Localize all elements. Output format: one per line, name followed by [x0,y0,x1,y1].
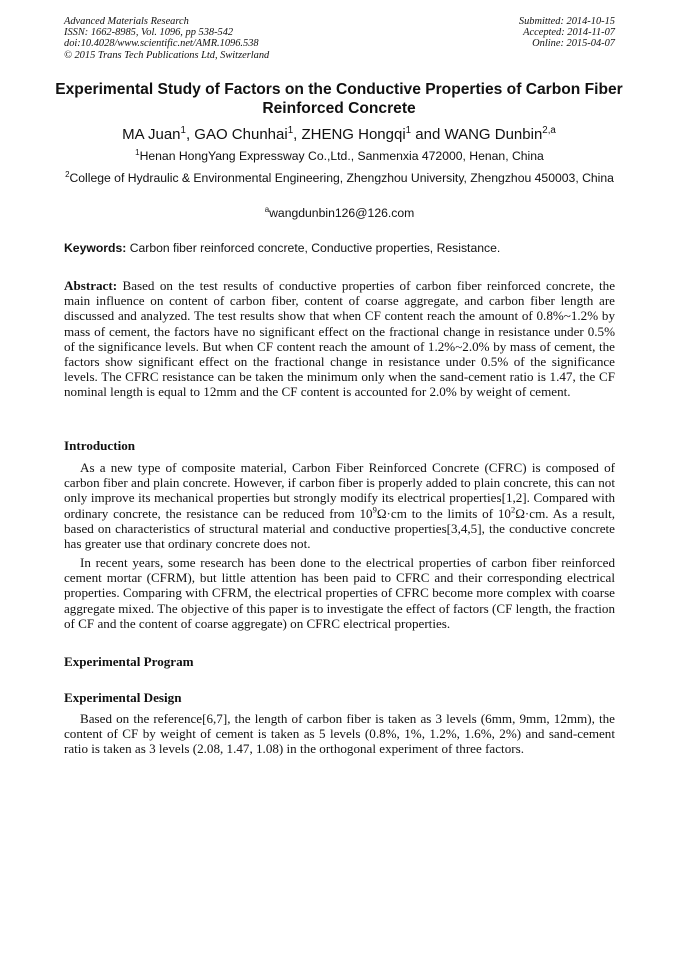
copyright-line: © 2015 Trans Tech Publications Ltd, Switzerland [64,49,270,61]
affiliation-text: College of Hydraulic & Environmental Engineering, Zhengzhou University, Zhengzhou 450003, China [69,171,614,185]
author-name: GAO Chunhai [194,126,288,143]
journal-header-right [519,16,615,50]
doi-line: doi:10.4028/www.scientific.net/AMR.1096.538 [64,38,259,50]
author-affiliation-mark: 1 [287,125,294,136]
design-paragraph-1: Based on the reference[6,7], the length of carbon fiber is taken as 3 levels (6mm, 9mm, 12mm), the content of CF by weight of cement is taken as 5 levels (0.8%, 1%, 1.2%, 1.6%, 2%) and sand-cement ratio is taken as 3 levels (2.08, 1.47, 1.08) in the orthogonal experiment of three factors. [64,711,615,757]
section-heading-experimental-design: Experimental Design [64,690,182,705]
affiliation-mark: a [264,204,270,214]
author-name: ZHENG Hongqi [301,126,406,143]
abstract-text: Based on the test results of conductive properties of carbon fiber reinforced concrete, the main influence on content of carbon fiber, content of coarse aggregate, and carbon fiber length are discussed and analyzed. The test results show that when CF content reach the amount of 0.8%~1.2% by mass of cement, the factors have no significant effect on the fractional change in resistance under 0.5% of the significance levels. But when CF content reach the amount of 1.2%~2.0% by mass of cement, the factors show significant effect on the fractional change in resistance under 0.5% of the significance levels. The CFRC resistance can be taken the minimum only when the sand-cement ratio is 1.47, the CF nominal length is equal to 12mm and the CF content is accounted for 2.0% by weight of cement. [64,278,616,400]
intro-paragraph-2: In recent years, some research has been done to the electrical properties of carbon fiber reinforced cement mortar (CFRM), but little attention has been paid to CFRC and their corresponding electrical properties. Comparing with CFRM, the electrical properties of CFRC become more complex with coarse aggregate mixed. The objective of this paper is to investigate the effect of factors (CF length, the fraction of CF and the content of coarse aggregate) on CFRC electrical properties. [64,555,615,631]
author-separator: , [185,126,195,143]
keywords-text: Carbon fiber reinforced concrete, Conductive properties, Resistance. [129,241,501,255]
section-heading-experimental-program: Experimental Program [64,654,194,669]
submitted-date: Submitted: 2014-10-15 [518,16,615,27]
intro-paragraph-1 [64,460,615,551]
abstract-label: Abstract: [64,278,118,293]
affiliation-2 [64,171,615,186]
exponent: 9 [372,504,377,515]
author-separator: and [411,126,445,143]
author-affiliation-mark: 1 [405,125,412,136]
affiliation-1 [64,149,615,164]
journal-name: Advanced Materials Research [64,16,189,27]
keywords [64,241,615,255]
author-name: MA Juan [122,126,181,143]
author-separator: , [293,126,302,143]
abstract [64,278,615,400]
author-email [64,206,615,221]
affiliation-text: Henan HongYang Expressway Co.,Ltd., Sanmenxia 472000, Henan, China [139,149,544,163]
affiliation-mark: 2 [65,169,70,179]
author-name: WANG Dunbin [444,126,543,143]
intro-p1-text-b: Ω·cm to the limits of 10 [376,505,511,521]
intro-p1-text-a: As a new type of composite material, Carbon Fiber Reinforced Concrete (CFRC) is composed of carbon fiber and plain concrete. However, if carbon fiber is properly added to plain concrete, this can not only improve its mechanical properties but strongly modify its electrical properties[1,2]. Compared with ordinary concrete, the resistance can be reduced from 10 [64,460,615,521]
journal-header-left [64,16,269,61]
keywords-label: Keywords: [64,241,127,255]
email-text: wangdunbin126@126.com [269,206,415,220]
author-list [40,126,638,143]
intro-p1-text-c: Ω·cm. As a result, based on characteristics of structural material and conductive properties[3,4,5], the conductive concrete has greater use that ordinary concrete does not. [64,505,615,552]
exponent: 2 [510,504,516,515]
issn-line: ISSN: 1662-8985, Vol. 1096, pp 538-542 [64,27,234,39]
section-heading-introduction: Introduction [64,438,136,453]
author-affiliation-mark: 1 [180,125,186,136]
online-date: Online: 2015-04-07 [532,38,615,50]
accepted-date: Accepted: 2014-11-07 [523,27,615,39]
author-affiliation-mark: 2,a [542,125,556,136]
paper-title: Experimental Study of Factors on the Conductive Properties of Carbon Fiber Reinforced Concrete [55,81,623,117]
affiliation-mark: 1 [135,147,140,157]
